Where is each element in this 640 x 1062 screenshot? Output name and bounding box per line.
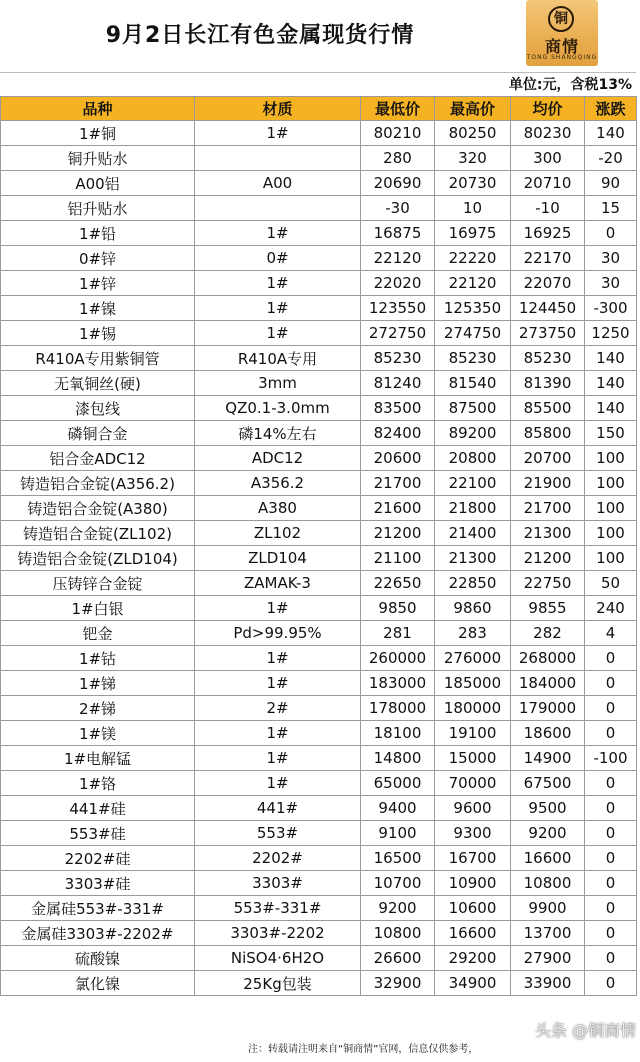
cell-min-price: 9850: [361, 596, 435, 621]
cell-variety: 氯化镍: [1, 971, 195, 996]
cell-max-price: 276000: [435, 646, 511, 671]
cell-avg-price: 85230: [511, 346, 585, 371]
column-header-avg-price: 均价: [511, 97, 585, 121]
cell-material: 441#: [195, 796, 361, 821]
cell-variety: 0#锌: [1, 246, 195, 271]
cell-material: ZAMAK-3: [195, 571, 361, 596]
cell-material: ZL102: [195, 521, 361, 546]
table-row: [1, 221, 637, 246]
cell-change: 0: [585, 696, 637, 721]
cell-avg-price: 22750: [511, 571, 585, 596]
cell-avg-price: 14900: [511, 746, 585, 771]
cell-change: 140: [585, 396, 637, 421]
cell-change: 0: [585, 821, 637, 846]
table-row: [1, 571, 637, 596]
cell-material: A380: [195, 496, 361, 521]
cell-avg-price: 21700: [511, 496, 585, 521]
cell-variety: 2#锑: [1, 696, 195, 721]
cell-variety: 铸造铝合金锭(A380): [1, 496, 195, 521]
table-row: [1, 821, 637, 846]
cell-material: 1#: [195, 771, 361, 796]
cell-change: 150: [585, 421, 637, 446]
cell-max-price: 20800: [435, 446, 511, 471]
cell-material: Pd>99.95%: [195, 621, 361, 646]
unit-row: [0, 72, 636, 98]
table-row: [1, 396, 637, 421]
cell-avg-price: 9500: [511, 796, 585, 821]
table-row: [1, 496, 637, 521]
cell-change: 100: [585, 471, 637, 496]
cell-material: 1#: [195, 671, 361, 696]
footer-note: 注：转载请注明来自“铜商情”官网，信息仅供参考，: [248, 1044, 479, 1055]
price-table: [0, 96, 637, 996]
table-row: [1, 646, 637, 671]
cell-variety: 2202#硅: [1, 846, 195, 871]
cell-avg-price: 16600: [511, 846, 585, 871]
cell-material: NiSO4·6H2O: [195, 946, 361, 971]
cell-min-price: 183000: [361, 671, 435, 696]
table-row: [1, 721, 637, 746]
cell-max-price: 16700: [435, 846, 511, 871]
cell-change: 100: [585, 521, 637, 546]
cell-min-price: 9200: [361, 896, 435, 921]
logo-subtitle: TONG SHANGQING: [526, 54, 598, 61]
cell-variety: 铸造铝合金锭(ZL102): [1, 521, 195, 546]
cell-variety: 金属硅553#-331#: [1, 896, 195, 921]
cell-material: 1#: [195, 296, 361, 321]
cell-material: 2202#: [195, 846, 361, 871]
cell-max-price: 21400: [435, 521, 511, 546]
cell-variety: R410A专用紫铜管: [1, 346, 195, 371]
cell-min-price: 21700: [361, 471, 435, 496]
cell-change: 140: [585, 121, 637, 146]
cell-max-price: 85230: [435, 346, 511, 371]
column-header-min-price: 最低价: [361, 97, 435, 121]
cell-avg-price: 81390: [511, 371, 585, 396]
cell-change: 0: [585, 921, 637, 946]
cell-max-price: 9860: [435, 596, 511, 621]
cell-change: 90: [585, 171, 637, 196]
cell-max-price: 10600: [435, 896, 511, 921]
table-row: [1, 896, 637, 921]
unit-label: 单位:元，含税13%: [508, 77, 632, 93]
cell-avg-price: 9855: [511, 596, 585, 621]
cell-max-price: 9600: [435, 796, 511, 821]
cell-min-price: 22120: [361, 246, 435, 271]
cell-material: 1#: [195, 721, 361, 746]
table-row: [1, 121, 637, 146]
column-header-max-price: 最高价: [435, 97, 511, 121]
table-row: [1, 946, 637, 971]
cell-avg-price: 21900: [511, 471, 585, 496]
cell-avg-price: 80230: [511, 121, 585, 146]
watermark: 头条 @铜商情: [534, 1021, 636, 1040]
cell-material: 1#: [195, 596, 361, 621]
cell-min-price: 281: [361, 621, 435, 646]
cell-change: 100: [585, 546, 637, 571]
cell-variety: 1#锑: [1, 671, 195, 696]
cell-avg-price: 33900: [511, 971, 585, 996]
table-row: [1, 246, 637, 271]
cell-min-price: 22650: [361, 571, 435, 596]
cell-variety: 铜升贴水: [1, 146, 195, 171]
cell-material: ADC12: [195, 446, 361, 471]
cell-change: 0: [585, 946, 637, 971]
cell-max-price: 87500: [435, 396, 511, 421]
cell-max-price: 21300: [435, 546, 511, 571]
cell-variety: 1#锌: [1, 271, 195, 296]
cell-avg-price: -10: [511, 196, 585, 221]
cell-min-price: 26600: [361, 946, 435, 971]
table-row: [1, 596, 637, 621]
table-row: [1, 271, 637, 296]
cell-variety: 3303#硅: [1, 871, 195, 896]
cell-material: 2#: [195, 696, 361, 721]
cell-variety: 无氧铜丝(硬): [1, 371, 195, 396]
cell-change: 0: [585, 896, 637, 921]
cell-material: R410A专用: [195, 346, 361, 371]
cell-change: 15: [585, 196, 637, 221]
cell-avg-price: 9200: [511, 821, 585, 846]
cell-material: [195, 196, 361, 221]
cell-max-price: 10: [435, 196, 511, 221]
cell-material: 1#: [195, 121, 361, 146]
cell-change: -100: [585, 746, 637, 771]
brand-logo: [526, 0, 598, 66]
cell-max-price: 34900: [435, 971, 511, 996]
cell-min-price: 272750: [361, 321, 435, 346]
cell-avg-price: 16925: [511, 221, 585, 246]
cell-avg-price: 9900: [511, 896, 585, 921]
cell-variety: 铝升贴水: [1, 196, 195, 221]
cell-min-price: 20690: [361, 171, 435, 196]
table-row: [1, 546, 637, 571]
cell-change: 30: [585, 271, 637, 296]
cell-material: 1#: [195, 646, 361, 671]
cell-avg-price: 10800: [511, 871, 585, 896]
table-row: [1, 621, 637, 646]
cell-avg-price: 20700: [511, 446, 585, 471]
cell-max-price: 274750: [435, 321, 511, 346]
cell-max-price: 19100: [435, 721, 511, 746]
cell-variety: 钯金: [1, 621, 195, 646]
table-row: [1, 671, 637, 696]
table-row: [1, 171, 637, 196]
table-row: [1, 146, 637, 171]
cell-avg-price: 85500: [511, 396, 585, 421]
cell-variety: 铝合金ADC12: [1, 446, 195, 471]
cell-avg-price: 27900: [511, 946, 585, 971]
cell-change: 140: [585, 371, 637, 396]
table-row: [1, 846, 637, 871]
cell-avg-price: 18600: [511, 721, 585, 746]
cell-min-price: 22020: [361, 271, 435, 296]
cell-min-price: 65000: [361, 771, 435, 796]
cell-avg-price: 22070: [511, 271, 585, 296]
cell-max-price: 70000: [435, 771, 511, 796]
cell-material: 1#: [195, 221, 361, 246]
cell-change: -300: [585, 296, 637, 321]
cell-max-price: 283: [435, 621, 511, 646]
cell-change: 100: [585, 446, 637, 471]
cell-avg-price: 13700: [511, 921, 585, 946]
cell-max-price: 89200: [435, 421, 511, 446]
cell-material: 1#: [195, 321, 361, 346]
cell-max-price: 9300: [435, 821, 511, 846]
cell-min-price: 21600: [361, 496, 435, 521]
cell-change: 0: [585, 721, 637, 746]
cell-max-price: 22220: [435, 246, 511, 271]
cell-max-price: 22120: [435, 271, 511, 296]
table-row: [1, 371, 637, 396]
cell-material: 3303#-2202: [195, 921, 361, 946]
cell-min-price: 178000: [361, 696, 435, 721]
cell-variety: 1#电解锰: [1, 746, 195, 771]
cell-min-price: 82400: [361, 421, 435, 446]
cell-min-price: 83500: [361, 396, 435, 421]
cell-material: A00: [195, 171, 361, 196]
cell-variety: 1#镍: [1, 296, 195, 321]
cell-variety: 1#铬: [1, 771, 195, 796]
cell-material: 3303#: [195, 871, 361, 896]
cell-material: 1#: [195, 746, 361, 771]
header: [0, 0, 640, 72]
column-header-material: 材质: [195, 97, 361, 121]
cell-avg-price: 67500: [511, 771, 585, 796]
cell-change: 0: [585, 796, 637, 821]
table-row: [1, 521, 637, 546]
cell-min-price: 16875: [361, 221, 435, 246]
cell-max-price: 21800: [435, 496, 511, 521]
cell-min-price: 21200: [361, 521, 435, 546]
cell-min-price: 16500: [361, 846, 435, 871]
cell-material: 553#: [195, 821, 361, 846]
cell-variety: 1#白银: [1, 596, 195, 621]
cell-min-price: 80210: [361, 121, 435, 146]
cell-change: 0: [585, 671, 637, 696]
cell-min-price: 32900: [361, 971, 435, 996]
cell-min-price: 260000: [361, 646, 435, 671]
table-row: [1, 296, 637, 321]
cell-min-price: -30: [361, 196, 435, 221]
cell-variety: 金属硅3303#-2202#: [1, 921, 195, 946]
cell-min-price: 9100: [361, 821, 435, 846]
cell-change: 100: [585, 496, 637, 521]
cell-min-price: 85230: [361, 346, 435, 371]
table-row: [1, 746, 637, 771]
cell-avg-price: 21300: [511, 521, 585, 546]
cell-min-price: 18100: [361, 721, 435, 746]
cell-avg-price: 273750: [511, 321, 585, 346]
table-row: [1, 196, 637, 221]
table-row: [1, 421, 637, 446]
cell-change: 4: [585, 621, 637, 646]
cell-variety: 1#铅: [1, 221, 195, 246]
cell-material: 553#-331#: [195, 896, 361, 921]
table-row: [1, 696, 637, 721]
page-title: 9月2日长江有色金属现货行情: [105, 23, 415, 48]
cell-variety: 硫酸镍: [1, 946, 195, 971]
cell-min-price: 10800: [361, 921, 435, 946]
cell-variety: 1#锡: [1, 321, 195, 346]
cell-change: 240: [585, 596, 637, 621]
table-row: [1, 346, 637, 371]
table-row: [1, 446, 637, 471]
cell-max-price: 20730: [435, 171, 511, 196]
cell-avg-price: 22170: [511, 246, 585, 271]
cell-material: 1#: [195, 271, 361, 296]
cell-variety: 553#硅: [1, 821, 195, 846]
cell-variety: A00铝: [1, 171, 195, 196]
cell-avg-price: 20710: [511, 171, 585, 196]
column-header-change: 涨跌: [585, 97, 637, 121]
cell-change: 0: [585, 846, 637, 871]
cell-material: A356.2: [195, 471, 361, 496]
cell-variety: 磷铜合金: [1, 421, 195, 446]
cell-min-price: 14800: [361, 746, 435, 771]
table-row: [1, 771, 637, 796]
cell-change: 0: [585, 771, 637, 796]
column-header-variety: 品种: [1, 97, 195, 121]
cell-avg-price: 300: [511, 146, 585, 171]
cell-change: 50: [585, 571, 637, 596]
cell-min-price: 123550: [361, 296, 435, 321]
cell-change: 140: [585, 346, 637, 371]
cell-max-price: 180000: [435, 696, 511, 721]
cell-variety: 1#铜: [1, 121, 195, 146]
cell-avg-price: 282: [511, 621, 585, 646]
cell-material: QZ0.1-3.0mm: [195, 396, 361, 421]
cell-min-price: 280: [361, 146, 435, 171]
copper-coin-icon: 铜: [548, 6, 574, 32]
table-row: [1, 471, 637, 496]
table-row: [1, 921, 637, 946]
logo-name: 商情: [544, 37, 579, 56]
table-row: [1, 871, 637, 896]
cell-avg-price: 184000: [511, 671, 585, 696]
cell-variety: 铸造铝合金锭(ZLD104): [1, 546, 195, 571]
cell-avg-price: 85800: [511, 421, 585, 446]
table-row: [1, 971, 637, 996]
cell-max-price: 16975: [435, 221, 511, 246]
cell-variety: 漆包线: [1, 396, 195, 421]
cell-variety: 441#硅: [1, 796, 195, 821]
cell-max-price: 320: [435, 146, 511, 171]
cell-material: 0#: [195, 246, 361, 271]
cell-max-price: 22850: [435, 571, 511, 596]
cell-change: 0: [585, 646, 637, 671]
cell-variety: 压铸锌合金锭: [1, 571, 195, 596]
cell-change: 30: [585, 246, 637, 271]
cell-max-price: 185000: [435, 671, 511, 696]
table-row: [1, 321, 637, 346]
cell-max-price: 80250: [435, 121, 511, 146]
cell-material: 25Kg包装: [195, 971, 361, 996]
cell-material: ZLD104: [195, 546, 361, 571]
table-row: [1, 796, 637, 821]
cell-change: -20: [585, 146, 637, 171]
cell-change: 0: [585, 871, 637, 896]
cell-min-price: 20600: [361, 446, 435, 471]
cell-change: 1250: [585, 321, 637, 346]
cell-min-price: 9400: [361, 796, 435, 821]
cell-max-price: 10900: [435, 871, 511, 896]
cell-avg-price: 21200: [511, 546, 585, 571]
table-header-row: [1, 97, 637, 121]
cell-material: 3mm: [195, 371, 361, 396]
cell-avg-price: 124450: [511, 296, 585, 321]
cell-min-price: 10700: [361, 871, 435, 896]
cell-min-price: 81240: [361, 371, 435, 396]
cell-max-price: 81540: [435, 371, 511, 396]
cell-max-price: 16600: [435, 921, 511, 946]
cell-material: [195, 146, 361, 171]
cell-max-price: 15000: [435, 746, 511, 771]
cell-variety: 1#镁: [1, 721, 195, 746]
cell-max-price: 22100: [435, 471, 511, 496]
cell-min-price: 21100: [361, 546, 435, 571]
cell-avg-price: 179000: [511, 696, 585, 721]
cell-change: 0: [585, 221, 637, 246]
cell-variety: 1#钴: [1, 646, 195, 671]
cell-variety: 铸造铝合金锭(A356.2): [1, 471, 195, 496]
cell-max-price: 29200: [435, 946, 511, 971]
table-body: [1, 121, 637, 996]
cell-change: 0: [585, 971, 637, 996]
cell-avg-price: 268000: [511, 646, 585, 671]
cell-material: 磷14%左右: [195, 421, 361, 446]
cell-max-price: 125350: [435, 296, 511, 321]
